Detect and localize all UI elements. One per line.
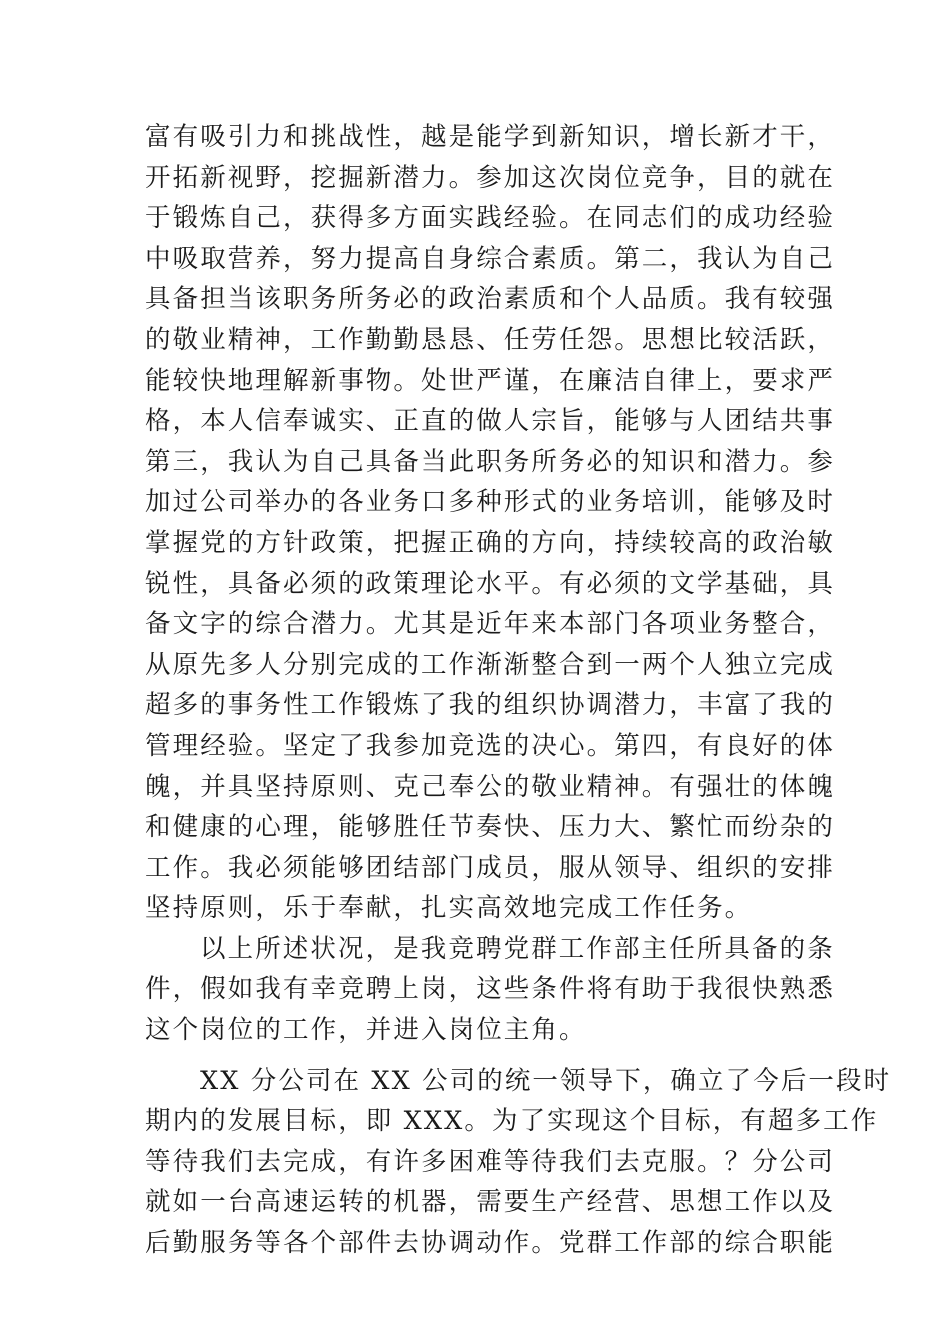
text-line: 第三，我认为自己具备当此职务所务必的知识和潜力。参 <box>145 446 836 477</box>
text-line: 锐性，具备必须的政策理论水平。有必须的文学基础，具 <box>145 568 836 599</box>
paragraph-spacer <box>145 1051 810 1061</box>
text-line: 具备担当该职务所务必的政治素质和个人品质。我有较强 <box>145 284 836 315</box>
text-line: 期内的发展目标，即 XXX。为了实现这个目标，有超多工作 <box>145 1106 879 1137</box>
text-line: 开拓新视野，挖掘新潜力。参加这次岗位竞争，目的就在 <box>145 162 836 193</box>
text-line: XX 分公司在 XX 公司的统一领导下，确立了今后一段时 <box>200 1065 892 1096</box>
text-line: 件，假如我有幸竞聘上岗，这些条件将有助于我很快熟悉 <box>145 974 836 1005</box>
text-line: 的敬业精神，工作勤勤恳恳、任劳任怨。思想比较活跃， <box>145 324 836 355</box>
text-line: 于锻炼自己，获得多方面实践经验。在同志们的成功经验 <box>145 203 836 234</box>
text-line: 加过公司举办的各业务口多种形式的业务培训，能够及时 <box>145 487 836 518</box>
paragraph-1 <box>145 117 836 929</box>
text-line: 能较快地理解新事物。处世严谨，在廉洁自律上，要求严 <box>145 365 836 396</box>
text-line: 就如一台高速运转的机器，需要生产经营、思想工作以及 <box>145 1187 836 1218</box>
paragraph-3 <box>145 1061 892 1264</box>
text-line: 以上所述状况，是我竞聘党群工作部主任所具备的条 <box>200 933 835 964</box>
text-line: 从原先多人分别完成的工作渐渐整合到一两个人独立完成 <box>145 649 836 680</box>
text-line: 格，本人信奉诚实、正直的做人宗旨，能够与人团结共事 <box>145 406 836 437</box>
text-line: 等待我们去完成，有许多困难等待我们去克服。？分公司 <box>145 1146 836 1177</box>
text-line: 魄，并具坚持原则、克己奉公的敬业精神。有强壮的体魄 <box>145 771 836 802</box>
text-line: 和健康的心理，能够胜任节奏快、压力大、繁忙而纷杂的 <box>145 812 836 843</box>
text-line: 超多的事务性工作锻炼了我的组织协调潜力，丰富了我的 <box>145 690 836 721</box>
text-line: 工作。我必须能够团结部门成员，服从领导、组织的安排 <box>145 852 836 883</box>
text-line: 这个岗位的工作，并进入岗位主角。 <box>145 1015 587 1046</box>
text-line: 掌握党的方针政策，把握正确的方向，持续较高的政治敏 <box>145 527 836 558</box>
document-body <box>145 117 892 1264</box>
text-line: 管理经验。坚定了我参加竞选的决心。第四，有良好的体 <box>145 730 836 761</box>
text-line: 富有吸引力和挑战性，越是能学到新知识，增长新才干， <box>145 122 836 152</box>
text-line: 中吸取营养，努力提高自身综合素质。第二，我认为自己 <box>145 243 836 274</box>
text-line: 后勤服务等各个部件去协调动作。党群工作部的综合职能 <box>145 1228 836 1259</box>
text-line: 坚持原则，乐于奉献，扎实高效地完成工作任务。 <box>145 893 753 924</box>
paragraph-2 <box>145 929 836 1051</box>
text-line: 备文字的综合潜力。尤其是近年来本部门各项业务整合， <box>145 609 836 640</box>
